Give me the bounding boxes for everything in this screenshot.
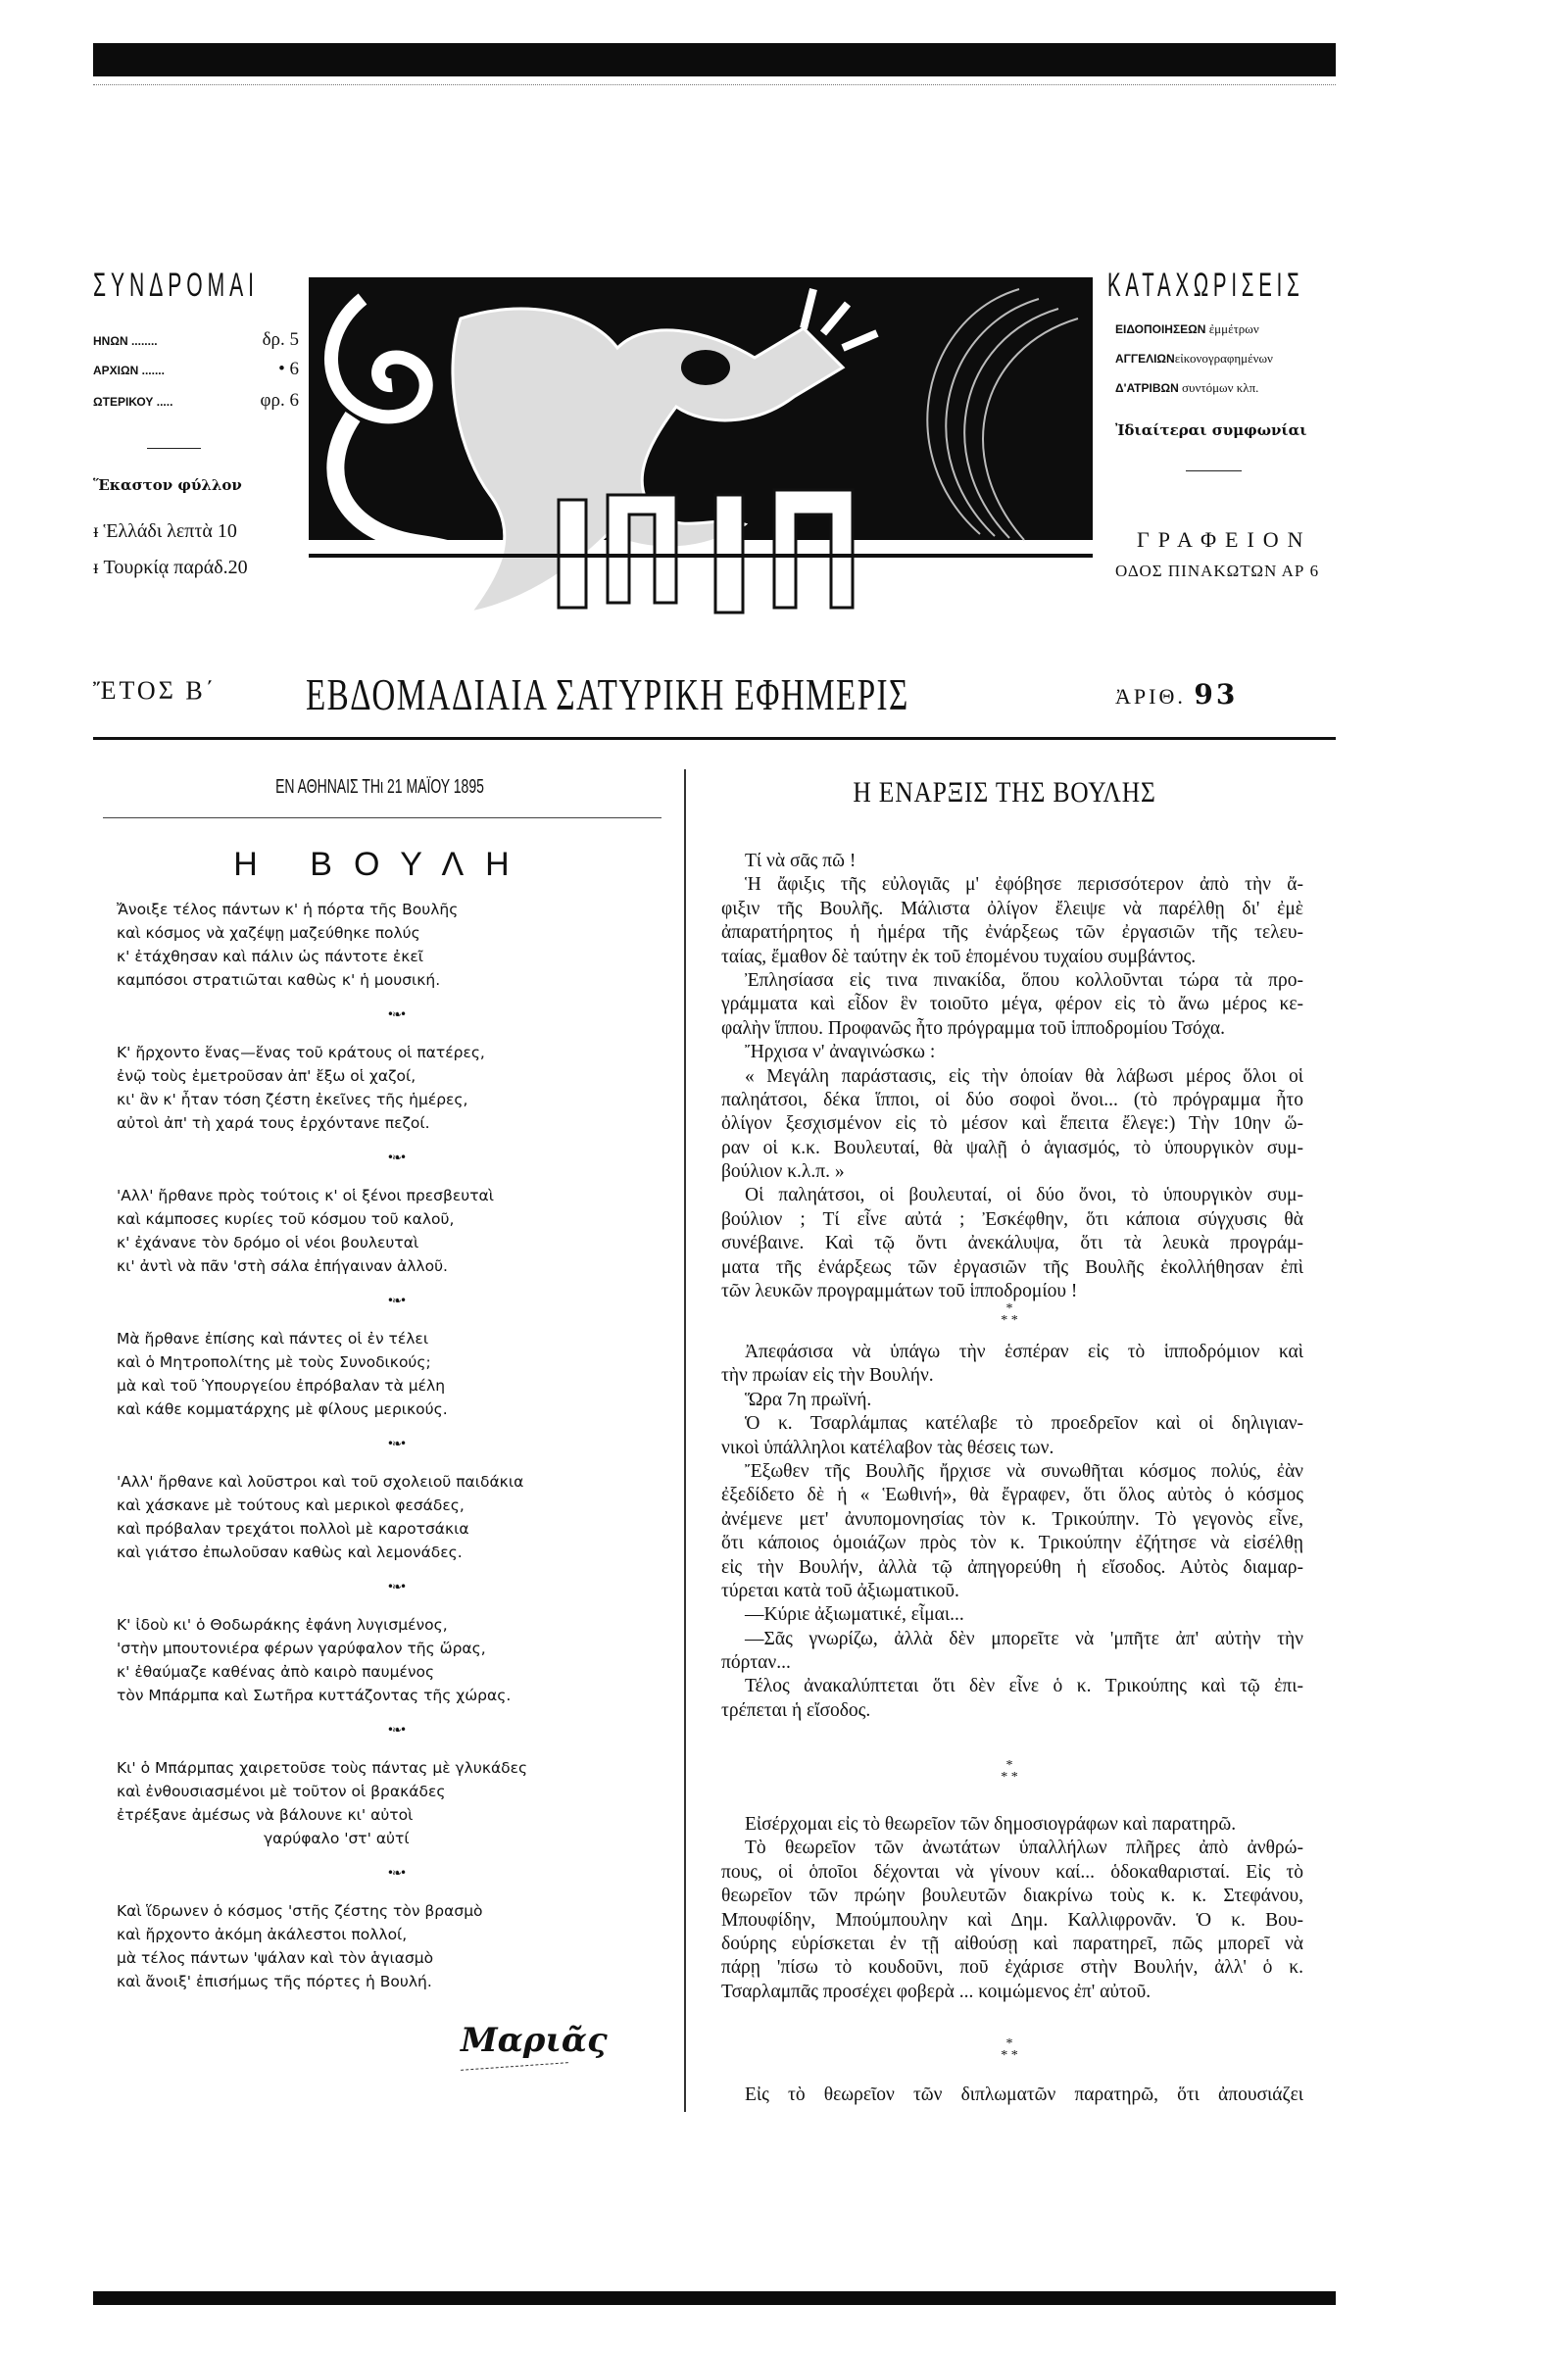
poem-line: ἐνῷ τοὺς ἐμετροῦσαν ἀπ' ἔξω οἱ χαζοί,	[117, 1067, 416, 1085]
ads-row-label: ΕΙΔΟΠΟΙΗΣΕΩΝ	[1115, 322, 1206, 336]
article-section	[721, 850, 1303, 1303]
poem-stanza	[117, 1470, 665, 1613]
article-title: Η ΕΝΑΡΞΙΣ ΤΗΣ ΒΟΥΛΗΣ	[853, 776, 1156, 809]
article-line: ματα τῆς ἐνάρξεως τῶν ἐργασιῶν τῆς Βουλῆς ἐκολλήθησαν ἐπὶ	[721, 1256, 1303, 1278]
asterism-icon	[990, 1303, 1029, 1327]
top-black-rule	[93, 43, 1336, 76]
article-line: Εἰς τὸ θεωρεῖον τῶν διπλωματῶν παρατηρῶ, ὅτι ἀπουσιάζει	[745, 2084, 1303, 2105]
subscription-label: ΗΝΩΝ ........	[93, 334, 158, 348]
poem-title: Η ΒΟΥΛΗ	[233, 846, 531, 883]
article-line: Μπουφίδην, Μπούμπουλην καὶ Δημ. Καλλιφρονᾶν. Ὁ κ. Βου-	[721, 1909, 1303, 1931]
article-paragraph	[721, 1389, 1303, 1412]
article-paragraph	[721, 1813, 1303, 1837]
single-issue-price: ᵻ Τουρκίᾳ παράδ.20	[93, 557, 248, 578]
top-rule-noise	[93, 78, 1336, 85]
subscription-row	[93, 390, 299, 412]
fleuron-icon	[381, 1151, 411, 1164]
poem-line: κι' ἀντὶ νὰ πᾶν 'στὴ σάλα ἐπήγαιναν ἀλλοῦ.	[117, 1257, 448, 1275]
article-line: Τὸ θεωρεῖον τῶν ἀνωτάτων ὑπαλλήλων πλῆρες ἀπὸ ἀνθρώ-	[745, 1838, 1303, 1859]
article-paragraph	[721, 850, 1303, 873]
article-paragraph	[721, 873, 1303, 969]
masthead-illustration	[294, 260, 1098, 642]
article-section	[721, 1813, 1303, 2004]
ads-special-terms: Ἰδιαίτεραι συμφωνίαι	[1115, 421, 1307, 439]
poem-line: Καὶ ἵδρωνεν ὁ κόσμος 'στῆς ζέστης τὸν βρασμὸ	[117, 1902, 483, 1920]
poem-line: καὶ πρόβαλαν τρεχάτοι πολλοὶ μὲ καροτσάκια	[117, 1520, 469, 1538]
ads-title: ΚΑΤΑΧΩΡΙΣΕΙΣ	[1107, 267, 1304, 304]
article-line: βούλιον κ.λ.π. »	[721, 1161, 845, 1183]
article-line: ἀνέμενε μετ' ἀνυπομονησίας τὸν κ. Τρικούπην. Τὸ γεγονὸς εἶνε,	[721, 1508, 1303, 1530]
issue-label: ἈΡΙΘ.	[1115, 684, 1186, 709]
article-line: συνέβαινε. Καὶ τῷ ὄντι ἀνεκάλυψα, ὅτι τὰ λευκὰ προγράμ-	[721, 1233, 1303, 1254]
article-line: φαλὴν ἵππου. Προφανῶς ἦτο πρόγραμμα τοῦ ἱπποδρομίου Τσόχα.	[721, 1017, 1225, 1039]
fleuron-icon	[381, 1866, 411, 1880]
poem-line: καὶ κόσμος νὰ χαζέψῃ μαζεύθηκε πολύς	[117, 924, 420, 942]
article-line: ὅτι κάποιος ὁμοιάζων πρὸς τὸν κ. Τρικούπην ἐζήτησε νὰ εἰσέλθῃ	[721, 1533, 1303, 1554]
article-line: πους, οἱ ὁποῖοι δέχονται νὰ γίνουν καί... ὁδοκαθαρισταί. Εἰς τὸ	[721, 1861, 1303, 1883]
poem-line: κ' ἐχάνανε τὸν δρόμο οἱ νέοι βουλευταὶ	[117, 1234, 419, 1251]
article-paragraph	[721, 1065, 1303, 1185]
poem-line: 'στὴν μπουτονιέρα φέρων γαρύφαλον τῆς ὥρας,	[117, 1640, 486, 1657]
article-paragraph	[721, 1184, 1303, 1303]
year-label: ἜΤΟΣ Β΄	[93, 676, 218, 705]
article-line: θεωρεῖον τῶν πρώην βουλευτῶν διακρίνω τοὺς κ. κ. Στεφάνου,	[721, 1886, 1303, 1907]
issue-number	[1115, 678, 1238, 711]
article-line: πόρταν...	[721, 1652, 791, 1674]
poem-stanza	[117, 1613, 665, 1756]
divider	[1186, 470, 1242, 471]
article-paragraph	[721, 1675, 1303, 1723]
article-line: —Κύριε ἀξιωματικέ, εἶμαι...	[745, 1604, 964, 1626]
article-paragraph	[721, 1628, 1303, 1676]
ads-row	[1115, 380, 1258, 396]
poem-line: κι' ἂν κ' ἦταν τόση ζέστη ἐκεῖνες τῆς ἡμέρες,	[117, 1091, 468, 1108]
poem-line: κ' ἐτάχθησαν καὶ πάλιν ὡς πάντοτε ἐκεῖ	[117, 948, 424, 965]
poem-line: καὶ ἐνθουσιασμένοι μὲ τοῦτον οἱ βρακάδες	[117, 1783, 446, 1800]
article-line: « Μεγάλη παράστασις, εἰς τὴν ὁποίαν θὰ λάβωσι μέρος ὅλοι οἱ	[745, 1065, 1303, 1087]
article-line: τύρεται κατὰ τοῦ ἀξιωματικοῦ.	[721, 1580, 959, 1601]
ads-row-text: εἰκονογραφημένων	[1174, 351, 1273, 366]
poem-stanza	[117, 1041, 665, 1184]
ads-row-label: Δ'ΑΤΡΙΒΩΝ	[1115, 381, 1179, 395]
article-paragraph	[721, 1460, 1303, 1603]
signature-flourish	[461, 2062, 568, 2071]
article-line: —Σᾶς γνωρίζω, ἀλλὰ δὲν μπορεῖτε νὰ 'μπῆτε ἀπ' αὐτὴν τὴν	[745, 1628, 1303, 1649]
article-paragraph	[721, 969, 1303, 1041]
article-line: Ἀπεφάσισα νὰ ὑπάγω τὴν ἑσπέραν εἰς τὸ ἱπποδρόμιον καὶ	[745, 1342, 1303, 1362]
article-line: ραν οἱ κ.κ. Βουλευταί, θὰ ψαλῇ ὁ ἁγιασμός, τὸ ὑπουργικὸν συμ-	[721, 1137, 1303, 1158]
office-address: ΟΔΟΣ ΠΙΝΑΚΩΤΩΝ ΑΡ 6	[1115, 562, 1320, 580]
poem-line: καὶ κάμποσες κυρίες τοῦ κόσμου τοῦ καλοῦ,	[117, 1210, 455, 1228]
subscription-price: • 6	[278, 359, 299, 379]
subscriptions-title: ΣΥΝΔΡΟΜΑΙ	[93, 267, 259, 304]
article-line: ταίας, ἔμαθον δὲ ταύτην ἐκ τοῦ ἑπομένου τυχαίου συμβάντος.	[721, 946, 1197, 967]
poem-line: τὸν Μπάρμπα καὶ Σωτῆρα κυττάζοντας τῆς χώρας.	[117, 1687, 512, 1704]
subscription-row	[93, 329, 299, 351]
article-line: γράμματα καὶ εἶδον ἓν τοιοῦτο μέγα, φέρον εἰς τὸ ἄνω μέρος κε-	[721, 994, 1303, 1015]
poem-line: καὶ ἤρχοντο ἀκόμη ἀκάλεστοι πολλοί,	[117, 1926, 408, 1943]
article-line: νικοὶ ὑπάλληλοι κατέλαβον τὰς θέσεις των.	[721, 1437, 1054, 1458]
single-issue-title: Ἕκαστον φύλλον	[93, 476, 242, 494]
poem-line: Ἄνοιξε τέλος πάντων κ' ἡ πόρτα τῆς Βουλῆς	[117, 901, 459, 918]
subscription-row	[93, 359, 299, 380]
article-line: πάρῃ 'πίσω τὸ κουδοῦνι, ποῦ ἐχάρισε στὴν Βουλήν, ἀλλ' ὁ κ.	[721, 1957, 1303, 1979]
poem	[117, 898, 665, 2042]
bottom-black-rule	[93, 2291, 1336, 2305]
fleuron-icon	[381, 1437, 411, 1450]
article-line: τρέπεται ἡ εἴσοδος.	[721, 1699, 871, 1721]
poem-line: ἐτρέξανε ἀμέσως νὰ βάλουνε κι' αὐτοὶ	[117, 1806, 414, 1824]
ads-row-text: συντόμων κλπ.	[1178, 380, 1259, 395]
divider	[147, 448, 201, 449]
article-line: Εἰσέρχομαι εἰς τὸ θεωρεῖον τῶν δημοσιογράφων καὶ παρατηρῶ.	[745, 1814, 1237, 1835]
fleuron-icon	[381, 1007, 411, 1021]
poem-line: 'Αλλ' ἤρθανε πρὸς τούτοις κ' οἱ ξένοι πρεσβευταὶ	[117, 1187, 494, 1204]
article-line: Ἡ ἄφιξις τῆς εὐλογιᾶς μ' ἐφόβησε περισσότερον ἀπὸ τὴν ἄ-	[745, 874, 1303, 896]
article-paragraph	[721, 1412, 1303, 1460]
ads-row-text: ἐμμέτρων	[1205, 321, 1259, 336]
poem-line: 'Αλλ' ἤρθανε καὶ λοῦστροι καὶ τοῦ σχολειοῦ παιδάκια	[117, 1473, 524, 1491]
poem-line: Μὰ ἤρθανε ἐπίσης καὶ πάντες οἱ ἐν τέλει	[117, 1330, 429, 1348]
poem-line: καμπόσοι στρατιῶται καθὼς κ' ἡ μουσική.	[117, 971, 441, 989]
article-line: Ὁ κ. Τσαρλάμπας κατέλαβε τὸ προεδρεῖον καὶ οἱ δηλιγιαν-	[745, 1413, 1303, 1435]
poem-line: καὶ ὁ Μητροπολίτης μὲ τοὺς Συνοδικούς;	[117, 1353, 431, 1371]
article-line: Ἔξωθεν τῆς Βουλῆς ἤρχισε νὰ συνωθῆται κόσμος πολύς, ἐὰν	[745, 1460, 1303, 1482]
poem-line: καὶ κάθε κομματάρχης μὲ φίλους μερικούς.	[117, 1400, 448, 1418]
article-paragraph	[721, 2084, 1303, 2107]
signature: Μαριᾶς	[461, 2021, 608, 2060]
article-line: Ἐπλησίασα εἰς τινα πινακίδα, ὅπου κολλοῦνται τώρα τὰ προ-	[745, 969, 1303, 991]
subscription-price: δρ. 5	[262, 329, 299, 350]
article-line: Τί νὰ σᾶς πῶ !	[745, 851, 857, 871]
dateline: ΕΝ ΑΘΗΝΑΙΣ ΤΗι 21 ΜΑΪΟΥ 1895	[275, 776, 484, 798]
single-issue-price: ᵻ Ἑλλάδι λεπτὰ 10	[93, 520, 237, 542]
article-paragraph	[721, 1837, 1303, 2004]
fleuron-icon	[381, 1294, 411, 1307]
article-paragraph	[721, 1041, 1303, 1064]
article-line: Τσαρλαμπᾶς προσέχει φοβερὰ ... κοιμώμενος ἐπ' αὐτοῦ.	[721, 1981, 1152, 2002]
article-line: παληάτσοι, δέκα ἵπποι, οἱ δύο σοφοὶ ὄνοι... (τὸ πρόγραμμα ἦτο	[721, 1089, 1303, 1110]
poem-stanza	[117, 1327, 665, 1470]
subscription-price: φρ. 6	[260, 390, 299, 411]
subscription-label: ΩΤΕΡΙΚΟΥ .....	[93, 395, 173, 409]
subscription-label: ΑΡΧΙΩΝ .......	[93, 364, 165, 377]
column-divider	[684, 769, 686, 2112]
article-section	[721, 1341, 1303, 1723]
article-line: φιξιν τῆς Βουλῆς. Μάλιστα ὀλίγον ἔλειψε νὰ παρέλθῃ δι' ἐμὲ	[721, 898, 1303, 919]
masthead-rule	[93, 737, 1336, 740]
ads-row	[1115, 351, 1273, 367]
poem-line: Κ' ἰδοὺ κι' ὁ Θοδωράκης ἐφάνη λυγισμένος,	[117, 1616, 448, 1634]
article-line: Τέλος ἀνακαλύπτεται ὅτι δὲν εἶνε ὁ κ. Τρικούπης καὶ τῷ ἐπι-	[745, 1676, 1303, 1697]
article-line: ἀπαρατήρητος ἡ ἡμέρα τῆς ἐνάρξεως τῶν ἐργασιῶν τῆς τελευ-	[721, 922, 1303, 944]
poem-line: γαρύφαλο 'στ' αὐτί	[264, 1830, 410, 1847]
poem-line: μὰ τέλος πάντων 'ψάλαν καὶ τὸν ἁγιασμὸ	[117, 1949, 434, 1967]
poem-line: μὰ καὶ τοῦ Ὑπουργείου ἐπρόβαλαν τὰ μέλη	[117, 1377, 446, 1395]
poem-line: καὶ γιάτσο ἐπωλοῦσαν καθὼς καὶ λεμονάδες.	[117, 1544, 463, 1561]
article-line: δούρης εὑρίσκεται ἐν τῇ αἰθούσῃ καὶ παρατηρεῖ, πῶς μπορεῖ νὰ	[721, 1933, 1303, 1954]
poem-line: καὶ χάσκανε μὲ τούτους καὶ μερικοὶ φεσάδες,	[117, 1496, 465, 1514]
poem-stanza	[117, 1756, 665, 1899]
ads-row-label: ΑΓΓΕΛΙΩΝ	[1115, 352, 1175, 366]
poem-line: Κ' ἤρχοντο ἕνας—ἕνας τοῦ κράτους οἱ πατέρες,	[117, 1044, 485, 1061]
article-line: βούλιον ; Τί εἶνε αὐτά ; Ἐσκέφθην, ὅτι κάποια σύγχυσις θὰ	[721, 1208, 1303, 1230]
fleuron-icon	[381, 1723, 411, 1737]
poem-stanza	[117, 1184, 665, 1327]
article-line: εἰς τὴν Βουλήν, ἀλλὰ τῷ ἀπηγορεύθη ἡ εἴσοδος. Αὐτὸς διαμαρ-	[721, 1556, 1303, 1578]
article-line: Οἱ παληάτσοι, οἱ βουλευταί, οἱ δύο ὄνοι, τὸ ὑπουργικὸν συμ-	[745, 1185, 1303, 1206]
poem-line: αὐτοὶ ἀπ' τὴ χαρά τους ἐρχόντανε πεζοί.	[117, 1114, 430, 1132]
article-line: ὀλίγον ξεσχισμένον εἰς τὸ μέσον καὶ ἔπειτα ἔλεγε:) Τὴν 10ην ὥ-	[721, 1113, 1303, 1135]
fleuron-icon	[381, 1580, 411, 1594]
poem-line: καὶ ἄνοιξ' ἐπισήμως τῆς πόρτες ἡ Βουλή.	[117, 1973, 432, 1990]
poem-line: κ' ἐθαύμαζε καθένας ἀπὸ καιρὸ παυμένος	[117, 1663, 435, 1681]
article-line: τὴν πρωίαν εἰς τὴν Βουλήν.	[721, 1365, 934, 1387]
article-line: τῶν λευκῶν προγραμμάτων τοῦ ἱπποδρομίου !	[721, 1281, 1078, 1302]
poem-line: Κι' ὁ Μπάρμπας χαιρετοῦσε τοὺς πάντας μὲ γλυκάδες	[117, 1759, 528, 1777]
issue-value: 93	[1194, 678, 1239, 711]
article-line: Ἤρχισα ν' ἀναγινώσκω :	[745, 1042, 936, 1063]
article-paragraph	[721, 1341, 1303, 1389]
asterism-icon	[990, 1760, 1029, 1784]
article-line: ἐξεδίδετο δὲ ἡ « Ἑωθινή», θὰ ἔγραφεν, ὅτι ὅλος αὐτὸς ὁ κόσμος	[721, 1485, 1303, 1506]
divider	[103, 817, 662, 818]
article-paragraph	[721, 1603, 1303, 1627]
article-line: Ὥρα 7η πρωϊνή.	[745, 1389, 872, 1410]
poem-stanza	[117, 898, 665, 1041]
newspaper-subtitle: ΕΒΔΟΜΑΔΙΑΙΑ ΣΑΤΥΡΙΚΗ ΕΦΗΜΕΡΙΣ	[306, 669, 909, 719]
asterism-icon	[990, 2038, 1029, 2062]
article-section	[721, 2084, 1303, 2107]
ads-row	[1115, 321, 1259, 337]
office-title: ΓΡΑΦΕΙΟΝ	[1137, 527, 1312, 552]
